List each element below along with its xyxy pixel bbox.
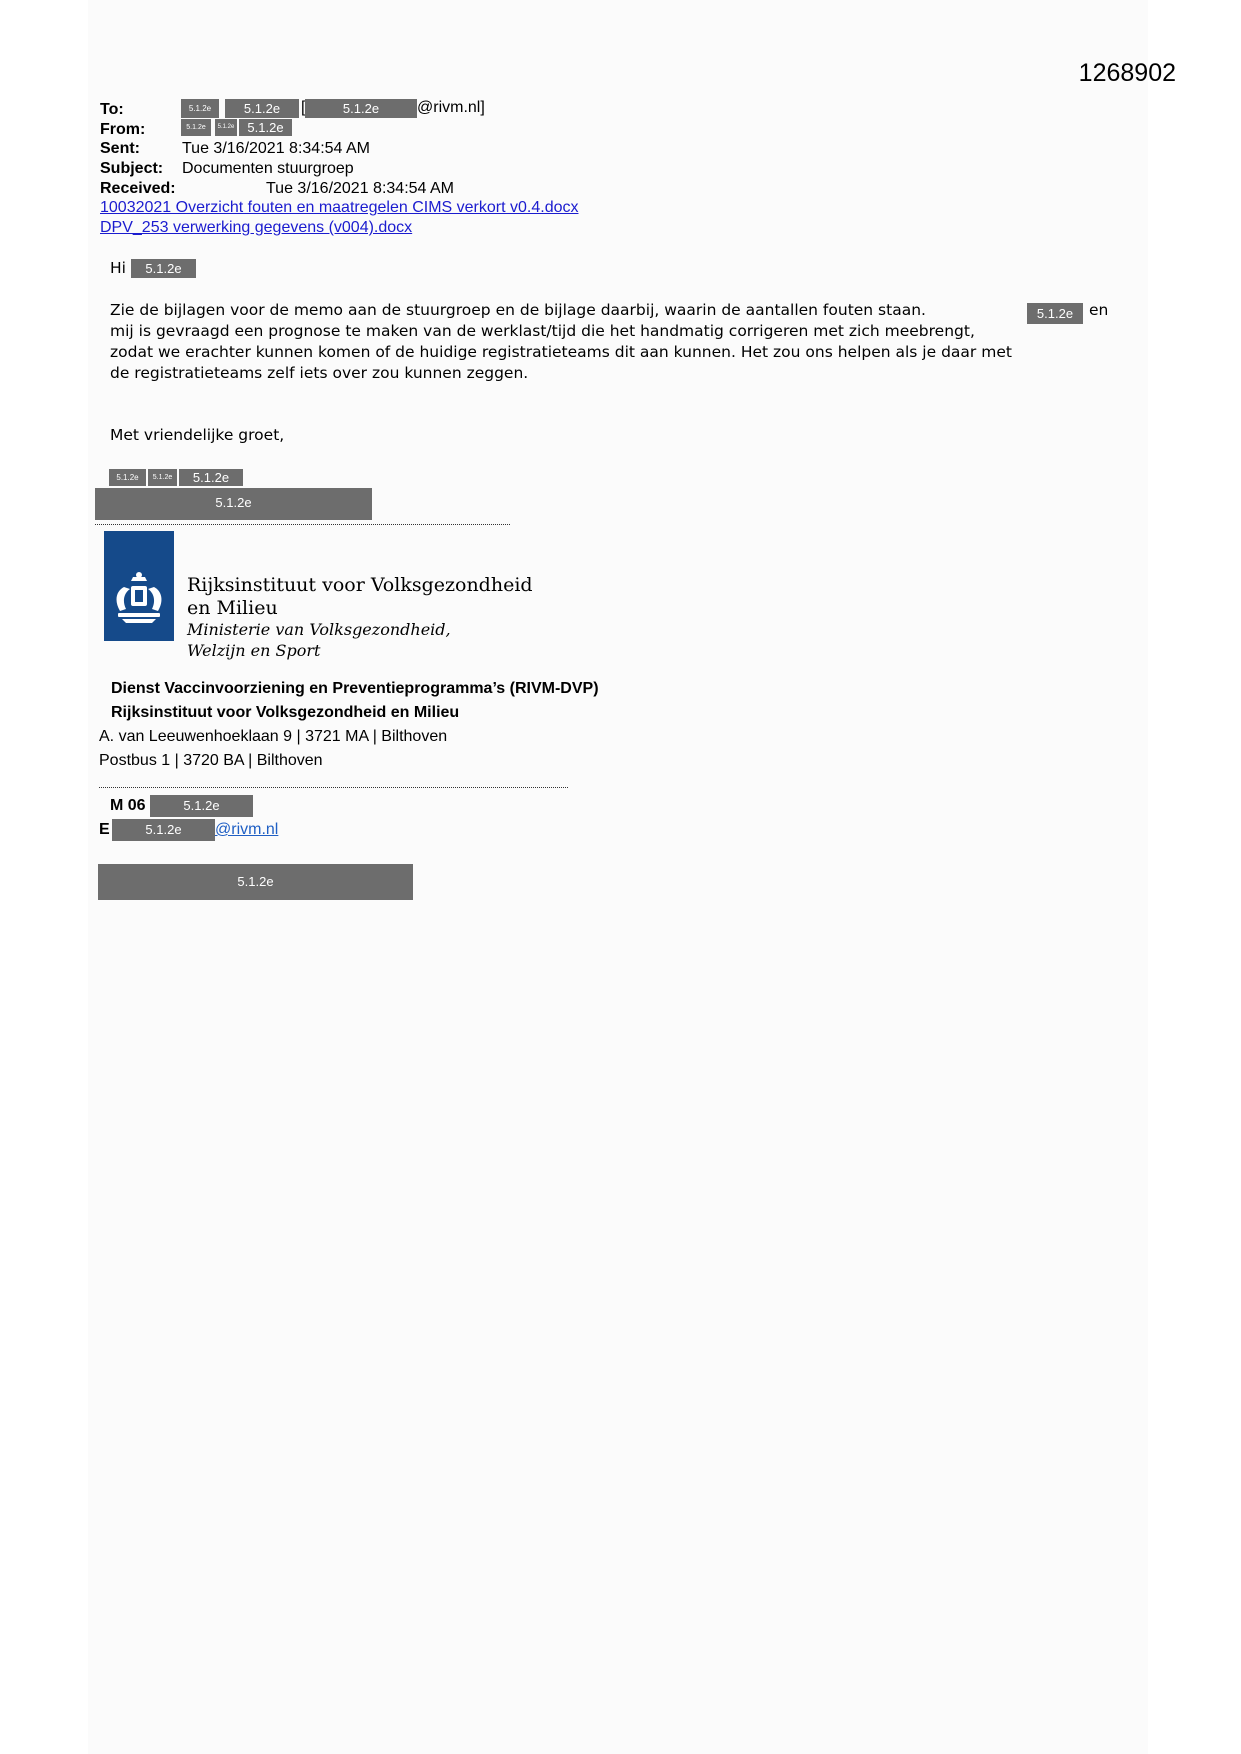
redaction-box: 5.1.2e <box>225 99 299 118</box>
logo-text-line: en Milieu <box>187 597 278 619</box>
crest-icon <box>104 531 174 641</box>
subject-value: Documenten stuurgroep <box>182 160 354 177</box>
redaction-box: 5.1.2e <box>179 469 243 486</box>
email-label: E <box>99 821 110 838</box>
document-number: 1268902 <box>1078 59 1176 87</box>
received-label: Received: <box>100 180 176 197</box>
attachment-link[interactable]: 10032021 Overzicht fouten en maatregelen CIMS verkort v0.4.docx <box>100 199 579 216</box>
body-line: de registratieteams zelf iets over zou kunnen zeggen. <box>110 364 529 382</box>
signature-department: Dienst Vaccinvoorziening en Preventieprogramma’s (RIVM-DVP) <box>111 680 599 697</box>
redaction-box: 5.1.2e <box>95 488 372 520</box>
redaction-box: 5.1.2e <box>150 795 253 817</box>
redaction-box: 5.1.2e <box>98 864 413 900</box>
sent-label: Sent: <box>100 140 140 157</box>
to-label: To: <box>100 101 124 118</box>
dotted-divider <box>99 787 568 788</box>
from-label: From: <box>100 121 146 138</box>
body-line: zodat we erachter kunnen komen of de huidige registratieteams dit aan kunnen. Het zou ons helpen als je daar met <box>110 343 1012 361</box>
mobile-label: M 06 <box>110 797 146 814</box>
signature-organisation: Rijksinstituut voor Volksgezondheid en Milieu <box>111 704 460 721</box>
email-link[interactable]: @rivm.nl <box>215 821 279 838</box>
header-from-row <box>100 120 145 140</box>
logo-text-line: Rijksinstituut voor Volksgezondheid <box>187 574 533 596</box>
greeting: Hi <box>110 259 126 277</box>
redaction-box: 5.1.2e <box>112 819 215 841</box>
body-line: mij is gevraagd een prognose te maken van de werklast/tijd die het handmatig corrigeren met zich meebrengt, <box>110 322 975 340</box>
redaction-box: 5.1.2e <box>1027 303 1083 324</box>
sent-value: Tue 3/16/2021 8:34:54 AM <box>182 140 370 157</box>
received-value: Tue 3/16/2021 8:34:54 AM <box>266 180 454 197</box>
header-sent-row <box>100 139 370 159</box>
logo-text-line: Ministerie van Volksgezondheid, <box>187 620 451 639</box>
header-subject-row <box>100 159 354 179</box>
header-received-row <box>100 179 454 199</box>
redaction-box: 5.1.2e <box>239 119 292 136</box>
rijksoverheid-logo <box>104 531 174 641</box>
body-line-end: en <box>1089 301 1109 319</box>
redaction-box: 5.1.2e <box>148 469 177 486</box>
logo-text-line: Welzijn en Sport <box>187 641 321 660</box>
to-bracket: [ <box>301 99 306 116</box>
redaction-box: 5.1.2e <box>131 259 196 278</box>
closing: Met vriendelijke groet, <box>110 426 285 444</box>
header-to-row <box>100 100 124 120</box>
body-line: Zie de bijlagen voor de memo aan de stuurgroep en de bijlage daarbij, waarin de aantallen fouten staan. <box>110 301 926 319</box>
redaction-box: 5.1.2e <box>181 99 219 118</box>
dotted-divider <box>95 524 510 525</box>
redaction-box: 5.1.2e <box>109 469 146 486</box>
subject-label: Subject: <box>100 160 164 177</box>
attachment-link[interactable]: DPV_253 verwerking gegevens (v004).docx <box>100 219 413 236</box>
signature-address: A. van Leeuwenhoeklaan 9 | 3721 MA | Bilthoven <box>99 728 448 745</box>
redaction-box: 5.1.2e <box>215 119 237 136</box>
redaction-box: 5.1.2e <box>305 99 417 118</box>
signature-postal: Postbus 1 | 3720 BA | Bilthoven <box>99 752 323 769</box>
to-domain: @rivm.nl] <box>417 99 485 116</box>
redaction-box: 5.1.2e <box>181 119 211 136</box>
